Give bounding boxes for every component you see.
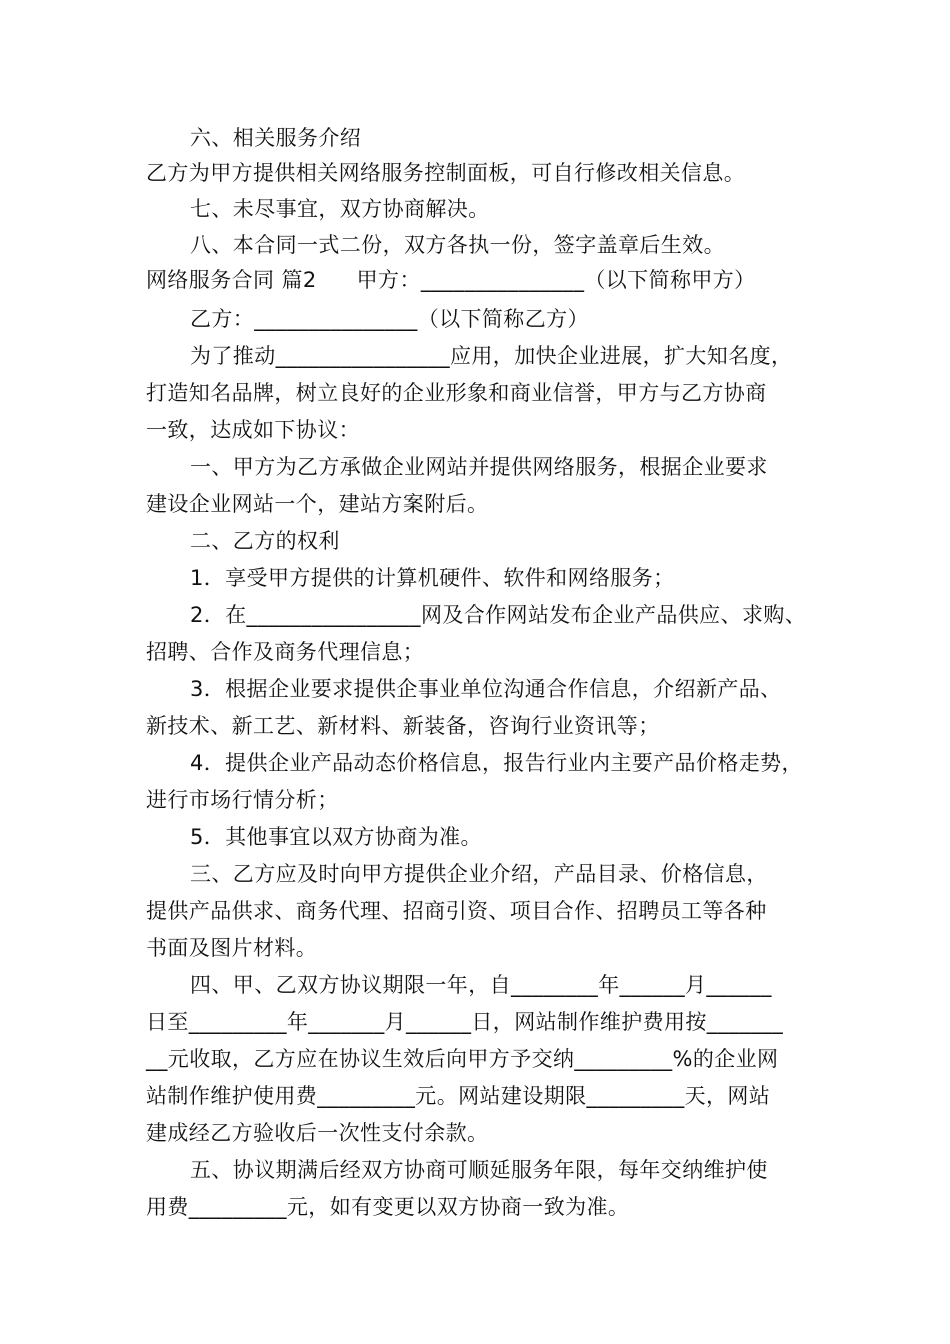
paragraph-line: 建成经乙方验收后一次性支付余款。: [146, 1121, 489, 1145]
paragraph-line: 书面及图片材料。: [146, 936, 318, 960]
party-b-line: 乙方：_______________（以下简称乙方）: [190, 307, 589, 331]
paragraph-line: 打造知名品牌，树立良好的企业形象和商业信誉，甲方与乙方协商: [146, 381, 767, 405]
party-a-line: 甲方：_______________（以下简称甲方）: [356, 268, 756, 292]
contract-title: 网络服务合同 篇2: [146, 268, 317, 292]
paragraph-line: 四、甲、乙双方协议期限一年，自________年______月______: [190, 973, 772, 997]
list-item: 1．享受甲方提供的计算机硬件、软件和网络服务；: [190, 566, 675, 590]
section-heading: 七、未尽事宜，双方协商解决。: [190, 197, 490, 221]
paragraph-line: 乙方为甲方提供相关网络服务控制面板，可自行修改相关信息。: [146, 161, 746, 185]
paragraph-line: 招聘、合作及商务代理信息；: [146, 640, 425, 664]
paragraph-line: 进行市场行情分析；: [146, 788, 339, 812]
paragraph-line: 站制作维护使用费_________元。网站建设期限_________天，网站: [146, 1084, 771, 1108]
paragraph-line: 新技术、新工艺、新材料、新装备，咨询行业资讯等；: [146, 714, 660, 738]
section-heading: 二、乙方的权利: [190, 529, 340, 553]
list-item: 4．提供企业产品动态价格信息，报告行业内主要产品价格走势，: [190, 751, 803, 775]
paragraph-line: __元收取，乙方应在协议生效后向甲方予交纳_________%的企业网: [146, 1047, 779, 1071]
list-item: 2．在________________网及合作网站发布企业产品供应、求购、: [190, 603, 807, 627]
section-heading: 八、本合同一式二份，双方各执一份，签字盖章后生效。: [190, 233, 725, 257]
paragraph-line: 一、甲方为乙方承做企业网站并提供网络服务，根据企业要求: [190, 455, 768, 479]
list-item: 5．其他事宜以双方协商为准。: [190, 825, 482, 849]
paragraph-line: 一致，达成如下协议：: [146, 418, 360, 442]
paragraph-line: 用费_________元，如有变更以双方协商一致为准。: [146, 1195, 630, 1219]
paragraph-line: 建设企业网站一个，建站方案附后。: [146, 492, 489, 516]
paragraph-line: 五、协议期满后经双方协商可顺延服务年限，每年交纳维护使: [190, 1158, 768, 1182]
section-heading: 六、相关服务介绍: [190, 126, 362, 150]
paragraph-line: 三、乙方应及时向甲方提供企业介绍，产品目录、价格信息，: [190, 862, 768, 886]
contract-title-line: [146, 266, 756, 294]
paragraph-line: 日至_________年_______月______日，网站制作维护费用按_______: [146, 1010, 784, 1034]
list-item: 3．根据企业要求提供企事业单位沟通合作信息，介绍新产品、: [190, 677, 782, 701]
paragraph-line: 提供产品供求、商务代理、招商引资、项目合作、招聘员工等各种: [146, 899, 767, 923]
paragraph-line: 为了推动________________应用，加快企业进展，扩大知名度，: [190, 344, 793, 368]
